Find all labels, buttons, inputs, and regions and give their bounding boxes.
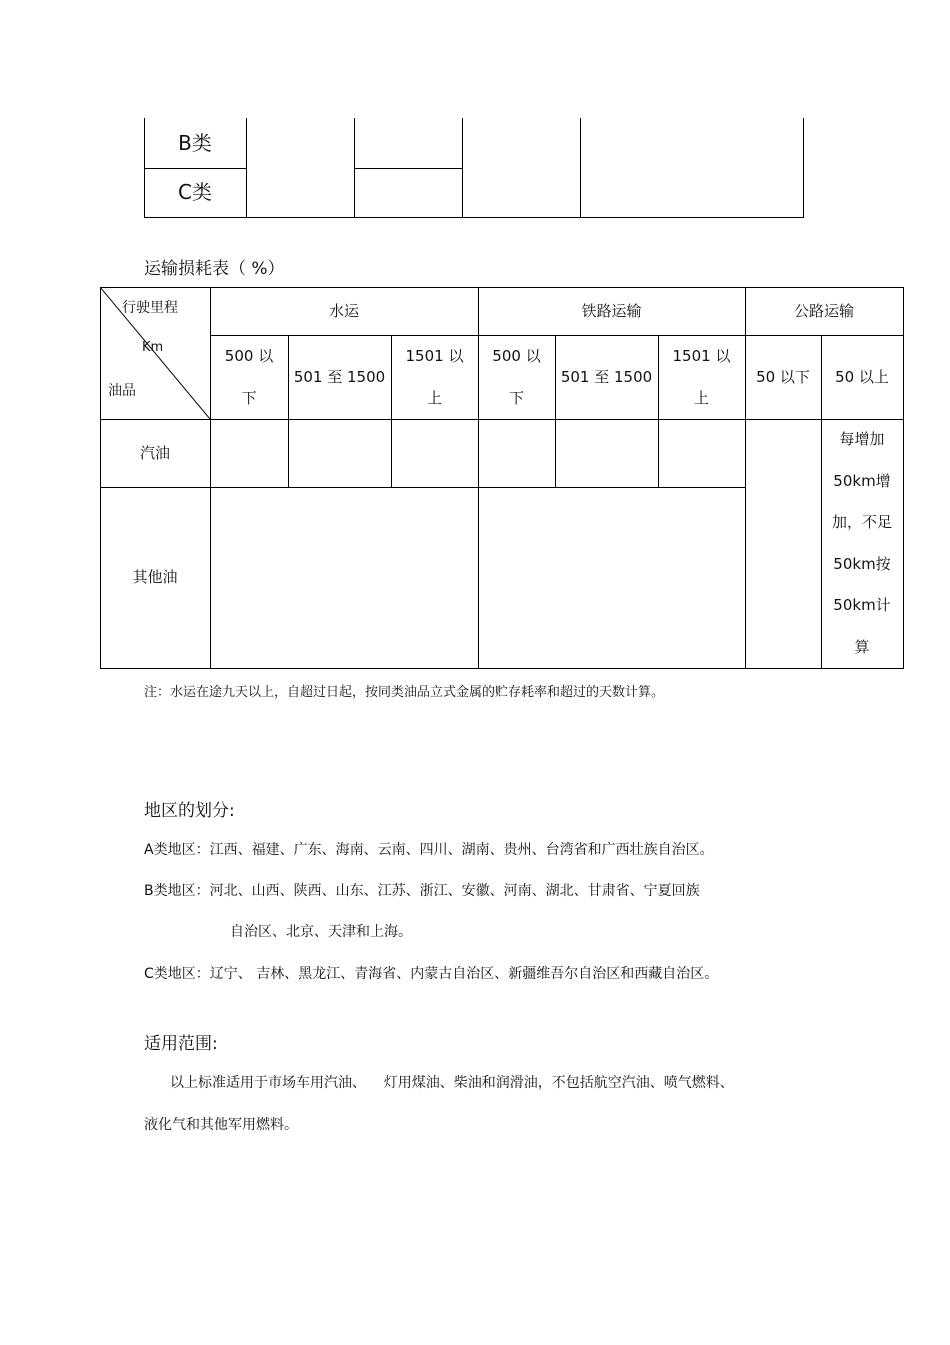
loss-table-title: 运输损耗表（ %） — [144, 259, 285, 279]
rail-range-3: 1501 以 上 — [672, 347, 731, 407]
water-range-2: 501 至 1500 — [293, 367, 386, 386]
group-rail: 铁路运输 — [581, 301, 642, 320]
region-b-text: B类地区：河北、山西、陕西、山东、江苏、浙江、安徽、河南、湖北、甘肃省、宁夏回族 — [144, 883, 700, 899]
table-footnote: 注：水运在途九天以上，自超过日起，按同类油品立式金属的贮存耗率和超过的天数计算。 — [144, 685, 665, 700]
regions-heading: 地区的划分: — [144, 801, 235, 821]
corner-product-label: 油品 — [108, 383, 136, 399]
row-other-oil: 其他油 — [132, 568, 178, 586]
group-road: 公路运输 — [793, 301, 854, 320]
road-range-2: 50 以上 — [835, 367, 889, 386]
corner-unit-label: Km — [142, 340, 164, 355]
road-range-1: 50 以下 — [756, 367, 810, 386]
water-range-3: 1501 以 上 — [405, 347, 464, 407]
scope-text-line2: 液化气和其他军用燃料。 — [144, 1117, 298, 1133]
region-c-text: C类地区：辽宁、 吉林、黑龙江、青海省、内蒙古自治区、新疆维吾尔自治区和西藏自治区。 — [144, 966, 719, 982]
water-range-1: 500 以 下 — [224, 347, 274, 407]
class-b-label: B类 — [178, 130, 212, 155]
rail-range-2: 501 至 1500 — [560, 367, 653, 386]
scope-heading: 适用范围: — [144, 1034, 218, 1054]
scope-text-line1: 以上标准适用于市场车用汽油、 灯用煤油、柴油和润滑油，不包括航空汽油、喷气燃料、 — [170, 1075, 734, 1091]
corner-distance-label: 行驶里程 — [122, 300, 178, 316]
road-increment-note: 每增加 50km增 加，不足 50km按 50km计 算 — [831, 430, 892, 656]
row-gasoline: 汽油 — [139, 443, 170, 462]
class-c-label: C类 — [178, 180, 212, 204]
region-b-text-cont: 自治区、北京、天津和上海。 — [230, 924, 412, 940]
region-a-text: A类地区：江西、福建、广东、海南、云南、四川、湖南、贵州、台湾省和广西壮族自治区。 — [144, 842, 714, 858]
rail-range-1: 500 以 下 — [492, 347, 541, 407]
group-water: 水运 — [328, 301, 359, 320]
